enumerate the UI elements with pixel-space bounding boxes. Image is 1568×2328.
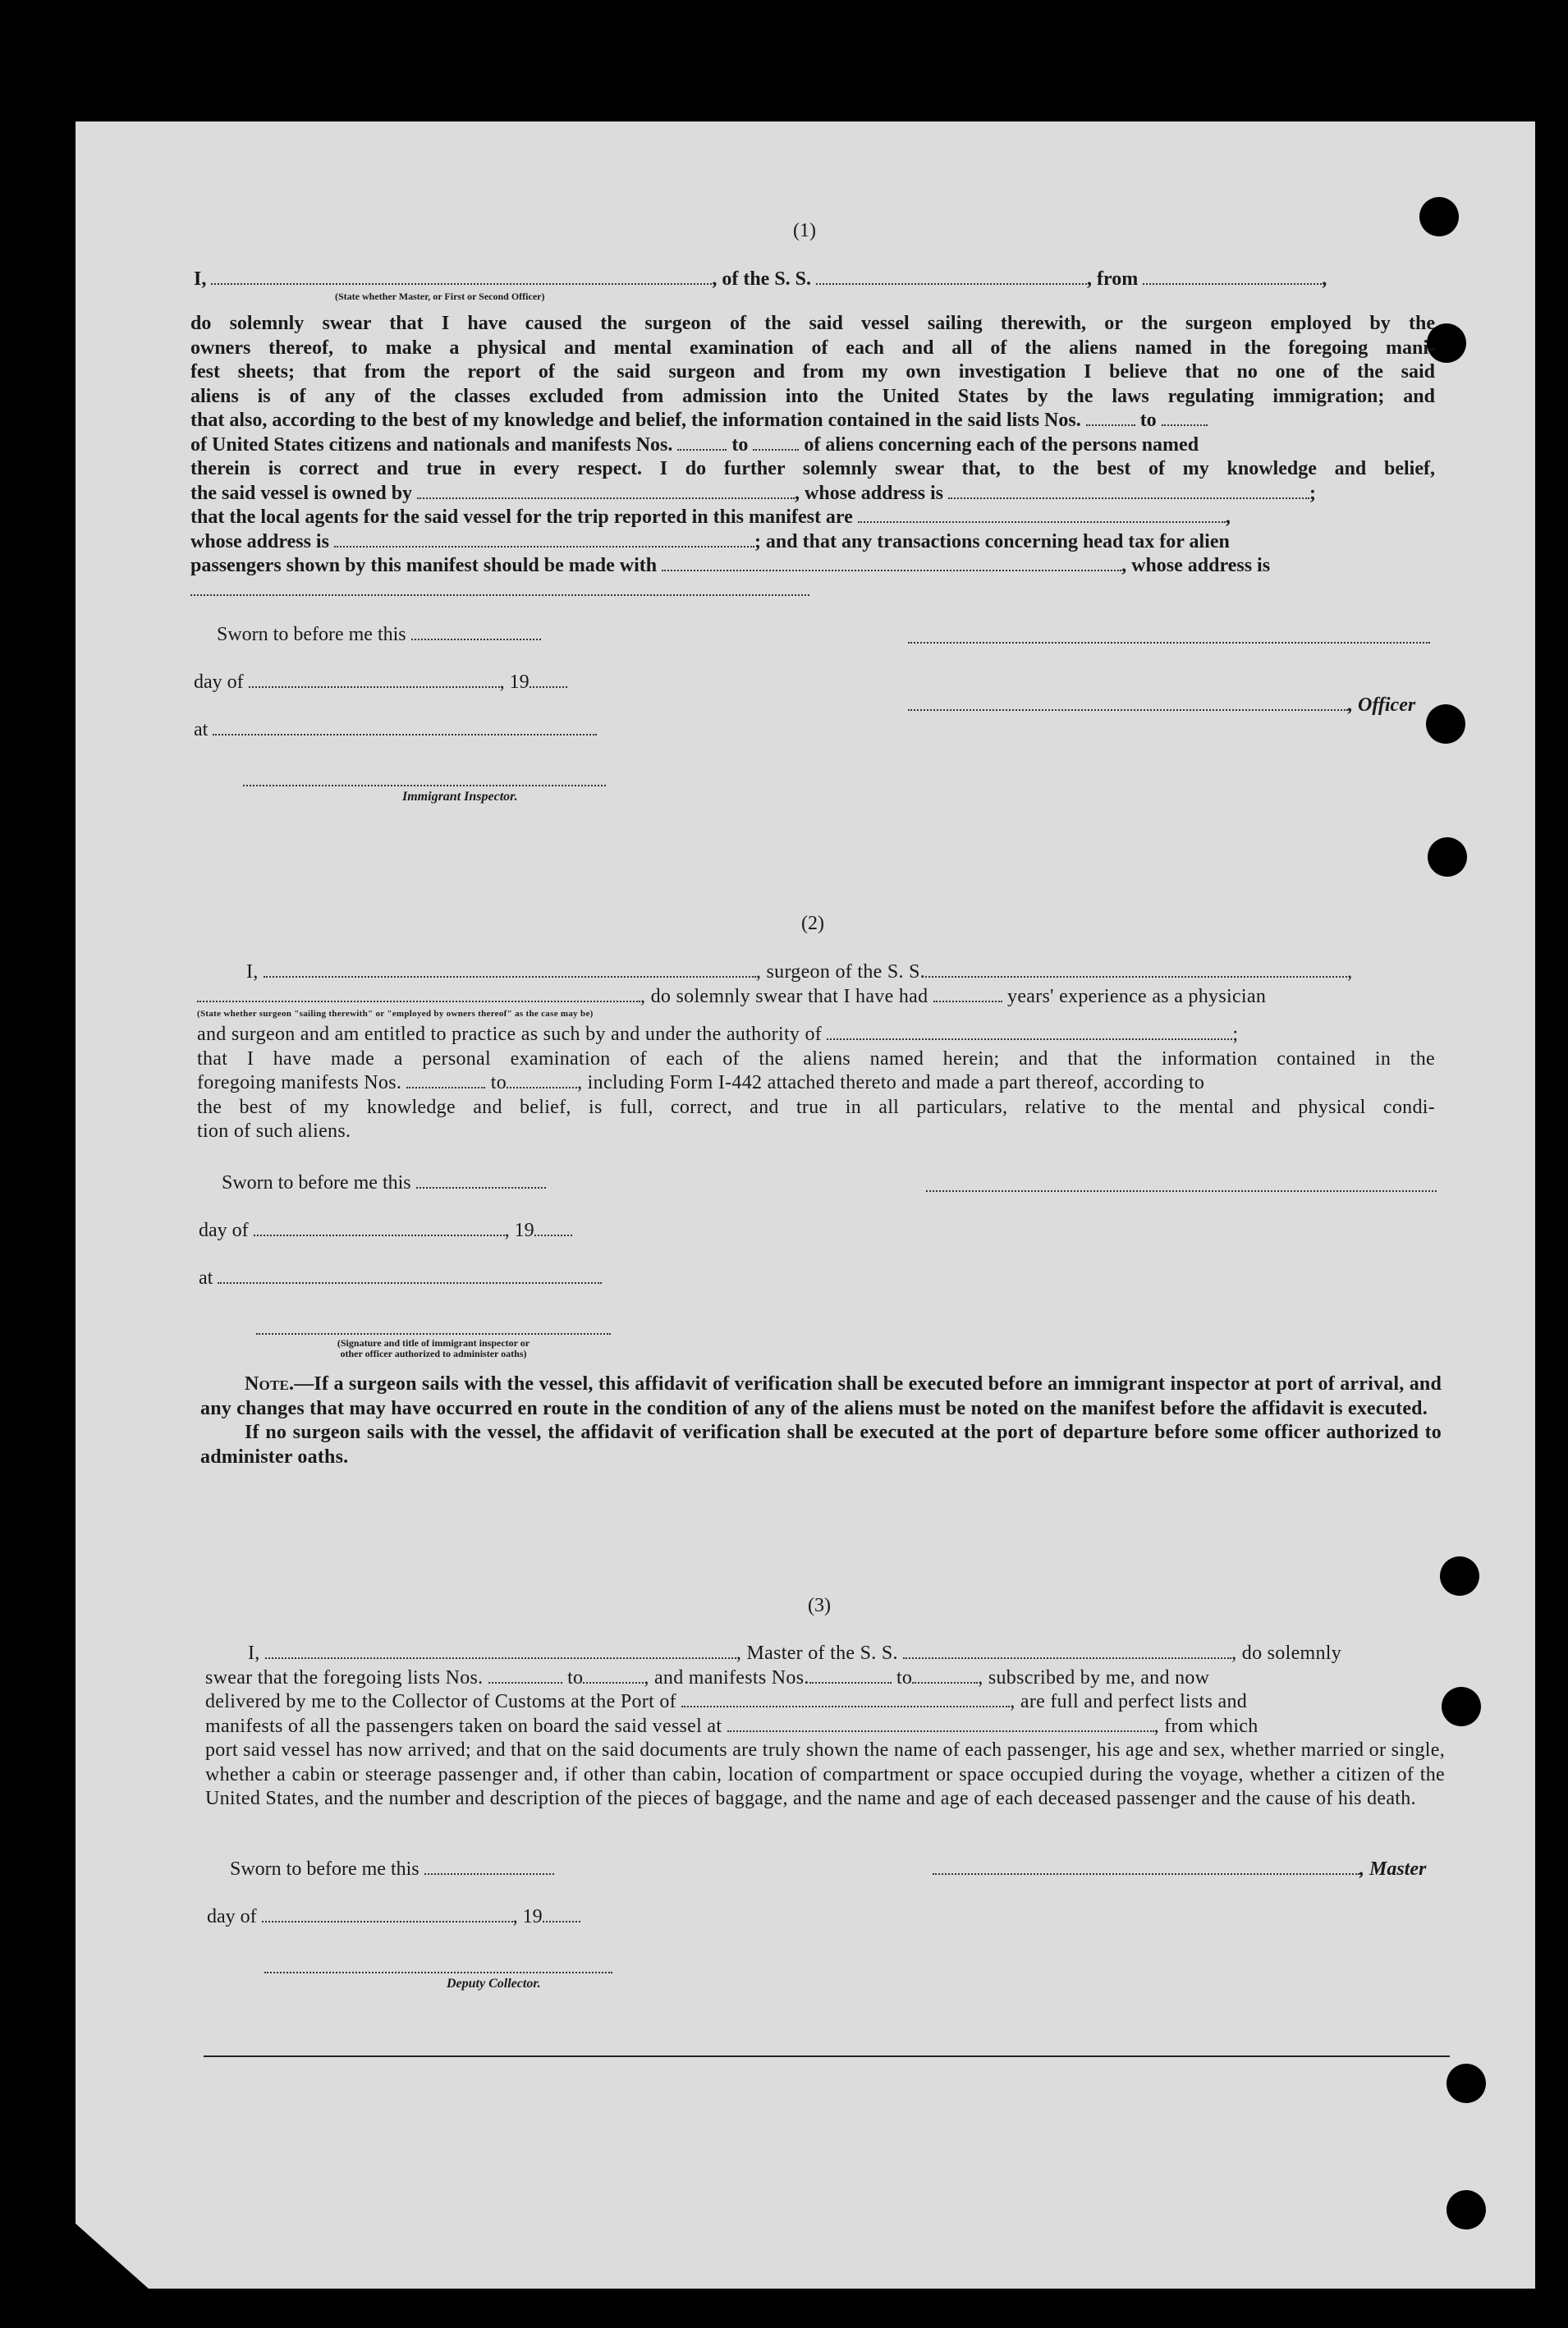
section-1 <box>194 268 1435 302</box>
officer-line: I, , of the S. S. , from , <box>194 268 1327 290</box>
surgeon-experience-line: , do solemnly swear that I have had years' experience as a physician <box>197 985 1435 1010</box>
owner-address-field[interactable] <box>948 486 1309 499</box>
sworn-row: Sworn to before me this <box>230 1858 554 1881</box>
manifests-to-field[interactable] <box>753 438 799 451</box>
at-row: at <box>194 719 597 741</box>
lists-to-field[interactable] <box>583 1670 644 1684</box>
owned-line: the said vessel is owned by , whose address is ; <box>190 482 1316 504</box>
sworn-month-field[interactable] <box>249 675 500 688</box>
surgeon-manifests-line: foregoing manifests Nos. to , including Form I-442 attached thereto and made a part thereof, according to <box>197 1072 1205 1093</box>
day-row: day of , 19 <box>194 671 567 694</box>
section-1-body <box>190 312 1435 603</box>
authority-line: and surgeon and am entitled to practice as such by and under the authority of ; <box>197 1024 1239 1045</box>
from-port-field[interactable] <box>1143 272 1322 285</box>
section-2 <box>197 960 1435 1144</box>
inspector-signature-line[interactable] <box>243 783 606 786</box>
section-3 <box>205 1642 1445 1812</box>
punch-hole <box>1447 2190 1486 2229</box>
sworn-year-field[interactable] <box>534 1223 572 1236</box>
sworn-place-field[interactable] <box>213 722 597 736</box>
sworn-month-field[interactable] <box>262 1909 513 1922</box>
boarded-line: manifests of all the passengers taken on board the said vessel at , from which <box>205 1715 1259 1737</box>
surgeon-ship-field[interactable] <box>925 965 1347 978</box>
agent-address-line: whose address is ; and that any transactions concerning head tax for alien <box>190 530 1230 552</box>
port-field[interactable] <box>681 1694 1010 1707</box>
body-line: fest sheets; that from the report of the said surgeon and from my own investigation I believe that no one of the said <box>190 361 1435 383</box>
note-block <box>200 1373 1442 1469</box>
sworn-row: Sworn to before me this <box>222 1172 546 1194</box>
manifests-line: of United States citizens and nationals and manifests Nos. to of aliens concerning each of the persons named <box>190 433 1199 456</box>
master-line: I, , Master of the S. S. , do solemnly <box>248 1643 1342 1664</box>
collector-signature-line[interactable] <box>264 1970 612 1973</box>
officer-signature-line-2[interactable] <box>908 698 1348 711</box>
lists-line: that also, according to the best of my knowledge and belief, the information contained in the said lists Nos. to <box>190 409 1435 433</box>
section-number: (1) <box>793 220 816 241</box>
lists-line: swear that the foregoing lists Nos. to , and manifests Nos. to , subscribed by me, and now <box>205 1666 1210 1689</box>
head-tax-party-field[interactable] <box>662 558 1121 571</box>
agent-address-field[interactable] <box>334 534 754 548</box>
manifests-from-field[interactable] <box>809 1670 892 1684</box>
punch-hole <box>1442 1687 1481 1726</box>
exam-line: that I have made a personal examination of each of the aliens named herein; and that the information contained in the <box>197 1047 1435 1070</box>
manifests-to-field[interactable] <box>912 1670 978 1684</box>
lists-from-field[interactable] <box>1086 413 1135 426</box>
correct-line: therein is correct and true in every respect. I do further solemnly swear that, to the best of my knowledge and belief, <box>190 458 1435 479</box>
master-name-field[interactable] <box>265 1646 736 1659</box>
sworn-year-field[interactable] <box>543 1909 580 1922</box>
officer-row: , Officer <box>908 694 1415 717</box>
bottom-rule <box>204 2055 1450 2057</box>
signature-caption: (Signature and title of immigrant inspector or other officer authorized to administer oaths) <box>337 1337 530 1359</box>
surgeon-note: (State whether surgeon "sailing therewith" or "employed by owners thereof" as the case may be) <box>197 1009 594 1019</box>
punch-hole <box>1440 1556 1479 1596</box>
day-row: day of , 19 <box>199 1220 572 1242</box>
sworn-day-field[interactable] <box>424 1862 554 1875</box>
authority-field[interactable] <box>827 1027 1232 1040</box>
surgeon-line: I, , surgeon of the S. S. , <box>246 961 1353 983</box>
section-number: (2) <box>801 913 824 934</box>
port-line: delivered by me to the Collector of Customs at the Port of , are full and perfect lists and <box>205 1691 1248 1712</box>
agents-field[interactable] <box>858 510 1226 523</box>
officer-note: (State whether Master, or First or Second Officer) <box>335 291 545 302</box>
knowledge-line: the best of my knowledge and belief, is full, correct, and true in all particulars, relative to the mental and physical condi- <box>197 1096 1435 1118</box>
years-field[interactable] <box>933 989 1002 1002</box>
lists-to-field[interactable] <box>1162 413 1208 426</box>
punch-hole <box>1447 2064 1486 2103</box>
surgeon-manifests-to-field[interactable] <box>507 1075 577 1088</box>
sworn-day-field[interactable] <box>416 1175 546 1189</box>
condition-line: tion of such aliens. <box>197 1120 351 1142</box>
body-text: port said vessel has now arrived; and that on the said documents are truly shown the name of each passenger, his age and sex, whether married or single, whether a cabin or steerage passenger and, if other than cabin, location of compartment or space occupied during the voyage, whether a citizen of the United States, and the number and description of the pieces of baggage, and the name and age of each deceased passenger and the cause of his death. <box>205 1739 1445 1809</box>
inspector-caption: Immigrant Inspector. <box>402 790 518 804</box>
master-signature-row: , Master <box>933 1858 1426 1881</box>
surgeon-name-field[interactable] <box>264 965 756 978</box>
officer-rank-field[interactable] <box>211 272 712 285</box>
passengers-line: passengers shown by this manifest should be made with , whose address is <box>190 555 1271 576</box>
manifests-from-field[interactable] <box>677 438 727 451</box>
surgeon-manifests-from-field[interactable] <box>406 1075 485 1088</box>
body-line: owners thereof, to make a physical and mental examination of each and all of the aliens named in the foregoing mani- <box>190 337 1435 359</box>
note-paragraph: If no surgeon sails with the vessel, the affidavit of verification shall be executed at the port of departure before some officer authorized to administer oaths. <box>200 1422 1442 1468</box>
punch-hole <box>1426 704 1465 744</box>
master-ship-field[interactable] <box>903 1646 1231 1659</box>
note-paragraph: Note.—If a surgeon sails with the vessel, this affidavit of verification shall be executed before an immigrant inspector at port of arrival, and any changes that may have occurred en route in the condition of any of the aliens must be noted on the manifest before the affidavit is executed. <box>200 1373 1442 1419</box>
officer-signature-line-1[interactable] <box>908 640 1430 644</box>
at-row: at <box>199 1267 602 1290</box>
sworn-day-field[interactable] <box>411 627 541 640</box>
collector-caption: Deputy Collector. <box>447 1977 541 1991</box>
agents-line: that the local agents for the said vessel for the trip reported in this manifest are , <box>190 506 1231 528</box>
sworn-row: Sworn to before me this <box>217 624 541 646</box>
sworn-place-field[interactable] <box>218 1271 602 1284</box>
passengers-address-line <box>190 579 1435 603</box>
punch-hole <box>1419 197 1459 236</box>
lists-from-field[interactable] <box>488 1670 562 1684</box>
ship-name-field[interactable] <box>816 272 1087 285</box>
inspector-signature-line[interactable] <box>256 1331 611 1335</box>
head-tax-address-field[interactable] <box>190 583 809 596</box>
master-signature-line[interactable] <box>933 1862 1359 1875</box>
owner-field[interactable] <box>417 486 795 499</box>
punch-hole <box>1428 837 1467 877</box>
surgeon-status-field[interactable] <box>197 989 640 1002</box>
day-row: day of , 19 <box>207 1906 580 1928</box>
sworn-year-field[interactable] <box>530 675 567 688</box>
boarding-port-field[interactable] <box>727 1719 1154 1732</box>
body-line: do solemnly swear that I have caused the surgeon of the said vessel sailing therewith, or the surgeon employed by the <box>190 313 1435 334</box>
sworn-month-field[interactable] <box>254 1223 505 1236</box>
surgeon-signature-line[interactable] <box>926 1189 1437 1192</box>
body-line: aliens is of any of the classes excluded from admission into the United States by the laws regulating immigration; and <box>190 385 1435 407</box>
section-number: (3) <box>808 1595 831 1616</box>
